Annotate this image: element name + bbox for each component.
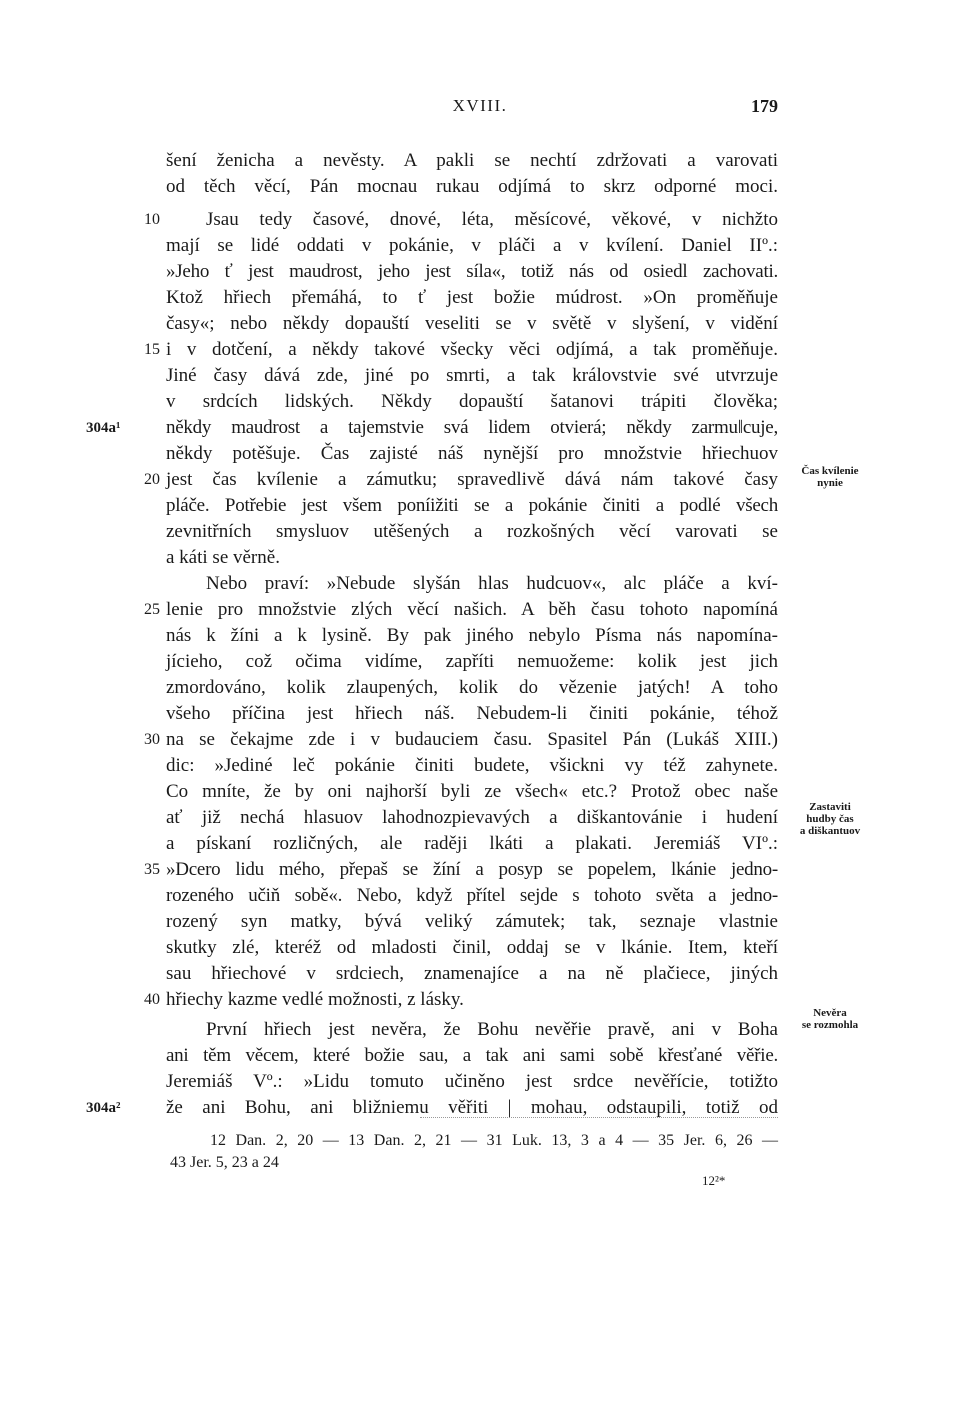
text-line: »Jeho ť jest maudrost, jeho jest síla«, totiž nás od osiedl zachovati.: [166, 261, 778, 282]
footnote-line: 43 Jer. 5, 23 a 24: [170, 1154, 279, 1171]
text-line: lenie pro množstvie zlých věcí našich. A běh času tohoto napomíná: [166, 599, 778, 620]
folio-mark: 304a²: [86, 1100, 121, 1116]
line-number: 35: [144, 861, 160, 878]
text-line: někdy potěšuje. Čas zajisté náš nynější pro množstvie hřiechuov: [166, 443, 778, 464]
text-line: Co mníte, že by oni najhorší byli ze všech« etc.? Protož obec naše: [166, 781, 778, 802]
text-line: skutky zlé, kteréž od mladosti činil, oddaj se v lkánie. Item, kteří: [166, 937, 778, 958]
text-line: dic: »Jediné leč pokánie činiti budete, všickni vy též zahynete.: [166, 755, 778, 776]
text-line: ani těm věcem, které božie sau, a tak ani sami sobě křesťané věřie.: [166, 1045, 778, 1066]
text-line: Jeremiáš Vº.: »Lidu tomuto učiněno jest srdce nevěřície, totižto: [166, 1071, 778, 1092]
printer-signature: 12²*: [702, 1173, 726, 1188]
text-line: zevnitřních smysluov utěšených a rozkošných věcí varovati se: [166, 521, 778, 542]
chapter-heading: XVIII.: [452, 96, 508, 115]
text-line: na se čekajme zde i v budauciem času. Spasitel Pán (Lukáš XIII.): [166, 729, 778, 750]
text-line: Jiné časy dává zde, jiné po smrti, a tak královstvie své utvrzuje: [166, 365, 778, 386]
text-line: »Dcero lidu mého, přepaš se žíní a posyp se popelem, lkánie jedno-: [166, 859, 778, 880]
text-line: jícieho, což očima vidíme, zapříti nemuožeme: kolik jest jich: [166, 651, 778, 672]
text-line: rozený syn matky, bývá veliký zámutek; tak, seznaje vlastnie: [166, 911, 778, 932]
text-line: sau hřiechové v srdciech, znamenajíce a na ně plačiece, jiných: [166, 963, 778, 984]
text-line: jest čas kvílenie a zámutku; spravedlivě dává nám takové časy: [166, 469, 778, 490]
text-line: šení ženicha a nevěsty. A pakli se nechtí zdržovati a varovati: [166, 150, 778, 171]
text-line: i v dotčení, a někdy takové všecky věci odjímá, a tak proměňuje.: [166, 339, 778, 360]
text-line: mají se lidé oddati v pokánie, v pláči a v kvílení. Daniel IIº.:: [166, 235, 778, 256]
text-line: a káti se věrně.: [166, 547, 280, 568]
text-line: časy«; nebo někdy dopauští veseliti se v světě v slyšení, v vidění: [166, 313, 778, 334]
text-line: Jsau tedy časové, dnové, léta, měsícové, věkové, v nichžto: [206, 209, 778, 230]
line-number: 25: [144, 601, 160, 618]
text-line: pláče. Potřebie jest všem poníižiti se a pokánie činiti a podlé všech: [166, 495, 778, 516]
text-line: někdy maudrost a tajemstvie svá lidem otvierá; někdy zarmu‖cuje,: [166, 417, 778, 438]
text-line: Ktož hřiech přemáhá, to ť jest božie múdrost. »On proměňuje: [166, 287, 778, 308]
footnote-divider: [420, 1117, 778, 1118]
text-line: všeho příčina jest hřiech náš. Nebudem-li činiti pokánie, téhož: [166, 703, 778, 724]
page-number: 179: [751, 96, 778, 116]
text-line: hřiechy kazme vedlé možnosti, z lásky.: [166, 989, 464, 1010]
line-number: 30: [144, 731, 160, 748]
text-line: rozeného učiň sobě«. Nebo, když přítel sejde s tohoto světa a jedno-: [166, 885, 778, 906]
footnote-line: 12 Dan. 2, 20 — 13 Dan. 2, 21 — 31 Luk. 13, 3 a 4 — 35 Jer. 6, 26 —: [210, 1132, 778, 1149]
text-line: od těch věcí, Pán mocnau rukau odjímá to skrz odporné moci.: [166, 176, 778, 197]
line-number: 20: [144, 471, 160, 488]
folio-mark: 304a¹: [86, 420, 121, 436]
line-number: 15: [144, 341, 160, 358]
text-line: ať již nechá hlasuov lahodnozpievavých a diškantovánie i hudení: [166, 807, 778, 828]
margin-note: Nevěra se rozmohla: [801, 1007, 859, 1031]
line-number: 10: [144, 211, 160, 228]
text-line: v srdcích lidských. Někdy dopauští šatanovi trápiti člověka;: [166, 391, 778, 412]
text-line: že ani Bohu, ani bližniemu věřiti | mohau, odstaupili, totiž od: [166, 1097, 778, 1118]
text-line: a pískaní rozličných, ale raději lkáti a plakati. Jeremiáš VIº.:: [166, 833, 778, 854]
margin-note: Čas kvílenie nynie: [801, 465, 859, 489]
text-line: První hřiech jest nevěra, že Bohu nevěřie pravě, ani v Boha: [206, 1019, 778, 1040]
text-line: nás k žíni a k lysině. By pak jiného nebylo Písma nás napomína-: [166, 625, 778, 646]
text-line: Nebo praví: »Nebude slyšán hlas hudcuov«, alc pláče a kví-: [206, 573, 778, 594]
line-number: 40: [144, 991, 160, 1008]
margin-note: Zastaviti hudby čas a diškantuov: [799, 801, 861, 837]
text-line: zmordováno, kolik zlaupených, kolik do vězenie jatých! A toho: [166, 677, 778, 698]
